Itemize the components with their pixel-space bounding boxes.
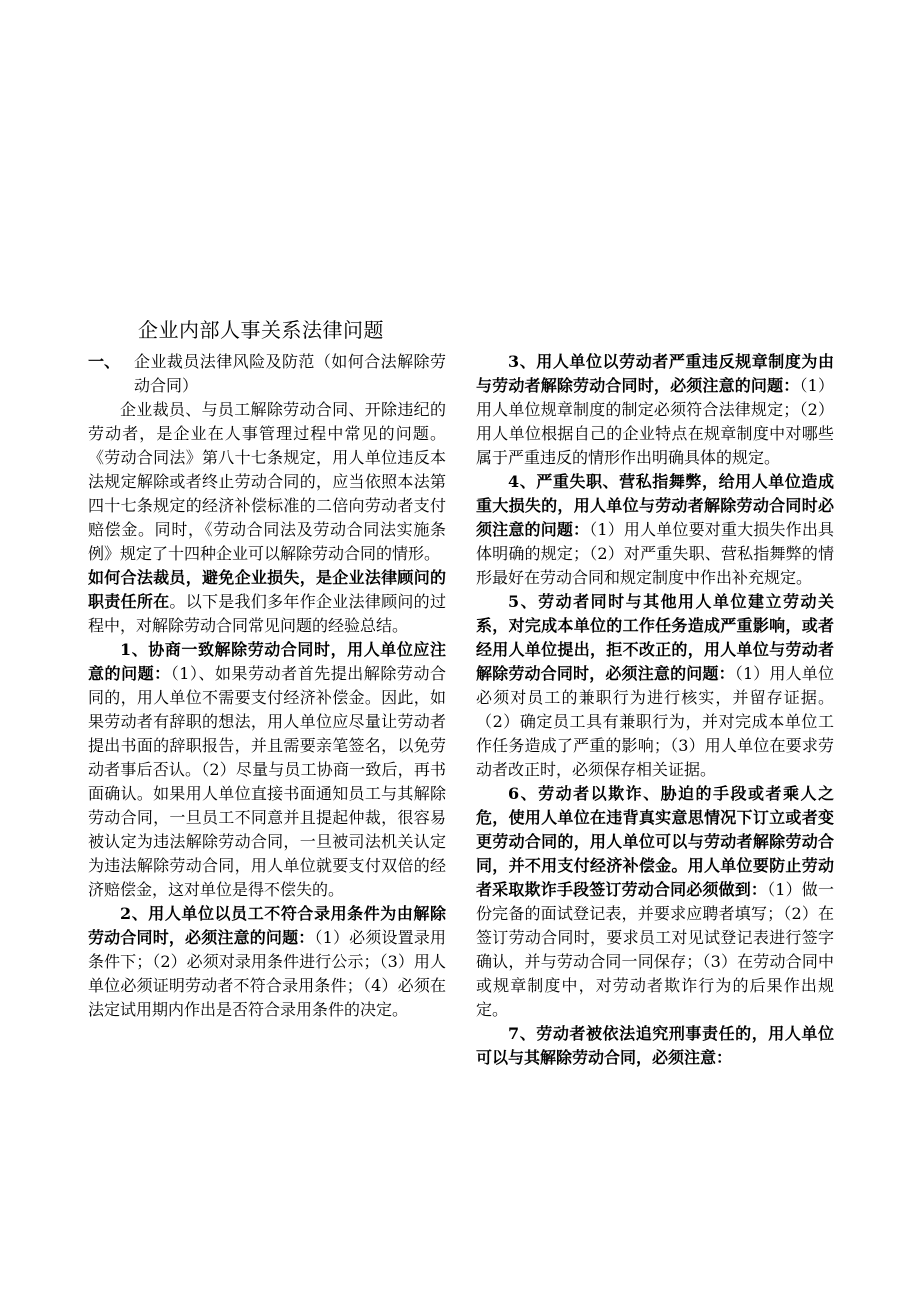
paragraph-2-bold: 如何合法裁员，避免企业损失，是企业法律顾问的职责任所在 bbox=[88, 568, 446, 611]
paragraph-2 bbox=[88, 566, 446, 638]
right-column bbox=[476, 350, 834, 1070]
section-heading bbox=[88, 350, 446, 398]
section-title: 企业裁员法律风险及防范（如何合法解除劳动合同） bbox=[134, 352, 446, 395]
intro-paragraph: 企业裁员、与员工解除劳动合同、开除违纪的劳动者，是企业在人事管理过程中常见的问题。《劳动合同法》第八十七条规定，用人单位违反本法规定解除或者终止劳动合同的，应当依照本法第四十七条规定的经济补偿标准的二倍向劳动者支付赔偿金。同时，《劳动合同法及劳动合同法实施条例》规定了十四种企业可以解除劳动合同的情形。 bbox=[88, 400, 446, 563]
section-number: 一、 bbox=[88, 352, 121, 371]
item-4 bbox=[476, 470, 834, 590]
item-4-heading: 4、严重失职、营私指舞弊，给用人单位造成重大损失的，用人单位与劳动者解除劳动合同时必须注意的问题： bbox=[476, 472, 834, 539]
item-2-heading: 2、用人单位以员工不符合录用条件为由解除劳动合同时，必须注意的问题： bbox=[88, 904, 446, 947]
item-6-heading: 6、劳动者以欺诈、胁迫的手段或者乘人之危，使用人单位在违背真实意思情况下订立或者变更劳动合同的，用人单位可以与劳动者解除劳动合同，并不用支付经济补偿金。用人单位要防止劳动者采取欺诈手段签订劳动合同必须做到： bbox=[476, 784, 834, 899]
left-column bbox=[88, 350, 446, 1022]
page-title: 企业内部人事关系法律问题 bbox=[138, 318, 384, 342]
item-7 bbox=[476, 1022, 834, 1070]
item-3 bbox=[476, 350, 834, 470]
item-6-text: （1）做一份完备的面试登记表，并要求应聘者填写；（2）在签订劳动合同时，要求员工对见试登记表进行签字确认，并与劳动合同一同保存；（3）在劳动合同中或规章制度中，对劳动者欺诈行为的后果作出规定。 bbox=[476, 880, 834, 1019]
item-6 bbox=[476, 782, 834, 1022]
item-2-text: （1）必须设置录用条件下；（2）必须对录用条件进行公示；（3）用人单位必须证明劳动者不符合录用条件；（4）必须在法定试用期内作出是否符合录用条件的决定。 bbox=[88, 928, 446, 1019]
item-2 bbox=[88, 902, 446, 1022]
item-7-heading: 7、劳动者被依法追究刑事责任的，用人单位可以与其解除劳动合同，必须注意： bbox=[476, 1024, 834, 1067]
item-5 bbox=[476, 590, 834, 782]
item-5-text: （1）用人单位必须对员工的兼职行为进行核实，并留存证据。（2）确定员工具有兼职行为，并对完成本单位工作任务造成了严重的影响；（3）用人单位在要求劳动者改正时，必须保存相关证据。 bbox=[476, 664, 834, 779]
item-3-heading: 3、用人单位以劳动者严重违反规章制度为由与劳动者解除劳动合同时，必须注意的问题： bbox=[476, 352, 834, 395]
item-1-text: （1）、如果劳动者首先提出解除劳动合同的，用人单位不需要支付经济补偿金。因此，如果劳动者有辞职的想法，用人单位应尽量让劳动者提出书面的辞职报告，并且需要亲笔签名，以免劳动者事后否认。（2）尽量与员工协商一致后，再书面确认。如果用人单位直接书面通知员工与其解除劳动合同，一旦员工不同意并且提起仲裁，很容易被认定为违法解除劳动合同，一旦被司法机关认定为违法解除劳动合同，用人单位就要支付双倍的经济赔偿金，这对单位是得不偿失的。 bbox=[88, 664, 446, 899]
item-1-heading: 1、协商一致解除劳动合同时，用人单位应注意的问题： bbox=[88, 640, 446, 683]
item-5-heading: 5、劳动者同时与其他用人单位建立劳动关系，对完成本单位的工作任务造成严重影响，或者经用人单位提出，拒不改正的，用人单位与劳动者解除劳动合同时，必须注意的问题： bbox=[476, 592, 834, 683]
item-4-text: （1）用人单位要对重大损失作出具体明确的规定；（2）对严重失职、营私指舞弊的情形最好在劳动合同和规定制度中作出补充规定。 bbox=[476, 520, 834, 587]
paragraph-2-text: 。以下是我们多年作企业法律顾问的过程中，对解除劳动合同常见问题的经验总结。 bbox=[88, 592, 446, 635]
item-3-text: （1）用人单位规章制度的制定必须符合法律规定；（2）用人单位根据自己的企业特点在规章制度中对哪些属于严重违反的情形作出明确具体的规定。 bbox=[476, 376, 834, 467]
item-1 bbox=[88, 638, 446, 902]
